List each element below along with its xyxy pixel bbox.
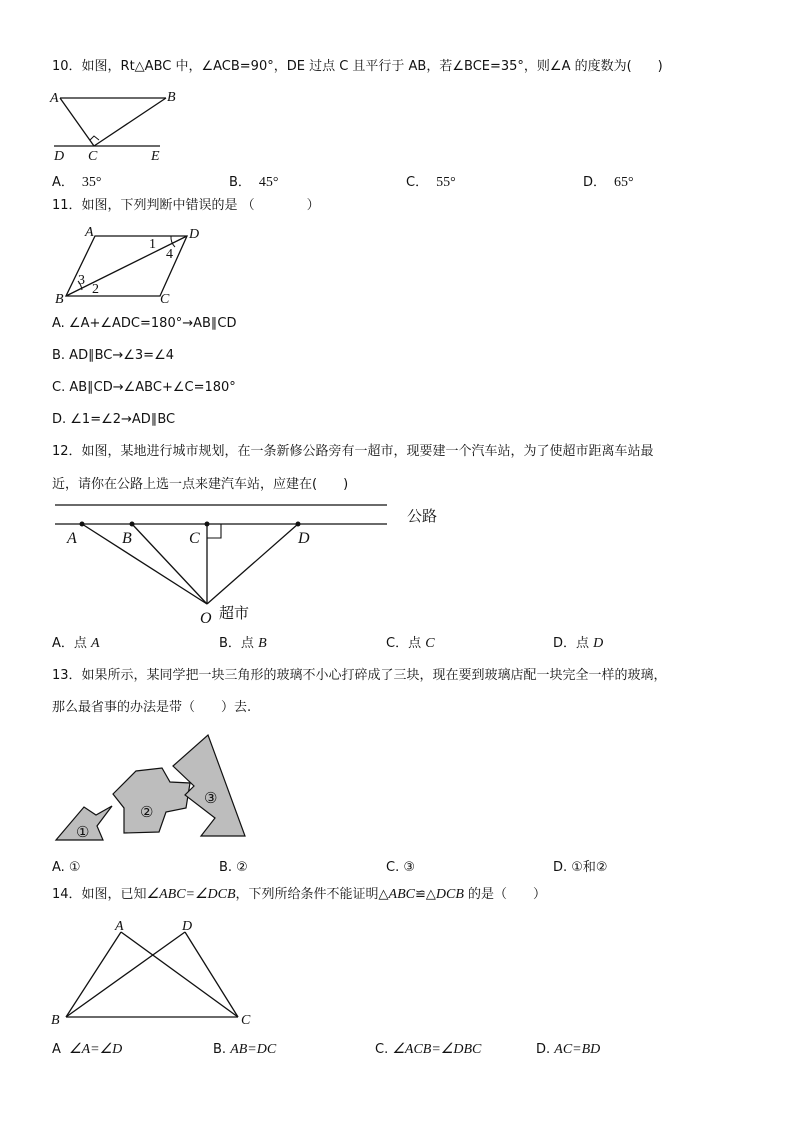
q14-stem: 14．如图，已知∠ABC=∠DCB，下列所给条件不能证明△ABC≌△DCB 的是（ ）	[52, 887, 547, 902]
q11-angle-3: 3	[78, 273, 85, 288]
q10-label-e: E	[151, 149, 160, 164]
q13-stem-line-2: 那么最省事的办法是带（ ）去.	[52, 700, 252, 715]
q11-label-a: A	[85, 225, 94, 240]
q12-option-b[interactable]: B．点 B	[219, 636, 267, 651]
q10-label-c: C	[88, 149, 98, 164]
q14-label-b: B	[51, 1013, 60, 1028]
q13-option-d[interactable]: D. ①和②	[553, 860, 608, 875]
q11-angle-1: 1	[149, 237, 156, 252]
q10-label-d: D	[54, 149, 65, 164]
q12-label-b: B	[122, 530, 132, 547]
q13-option-b[interactable]: B. ②	[219, 860, 248, 875]
q12-label-a: A	[67, 530, 77, 547]
q12-label-d: D	[298, 530, 310, 547]
q11-label-c: C	[160, 292, 170, 307]
q12-label-c: C	[189, 530, 200, 547]
q14-option-d[interactable]: D. AC=BD	[536, 1042, 601, 1057]
q14-option-b[interactable]: B. AB=DC	[213, 1042, 277, 1057]
q14-option-a[interactable]: A ∠A=∠D	[52, 1042, 123, 1057]
q10-option-c[interactable]: C． 55°	[406, 175, 456, 190]
q12-option-a[interactable]: A．点 A	[52, 636, 100, 651]
q11-label-b: B	[55, 292, 64, 307]
q12-stem-line-1: 12．如图，某地进行城市规划，在一条新修公路旁有一超市，现要建一个汽车站，为了使超市距离车站最	[52, 444, 654, 459]
glass-piece-1-label: ①	[76, 825, 90, 841]
q12-road-label: 公路	[407, 507, 438, 525]
q10-option-d[interactable]: D． 65°	[583, 175, 634, 190]
q10-stem: 10．如图，Rt△ABC 中，∠ACB=90°，DE 过点 C 且平行于 AB，若∠BCE=35°，则∠A 的度数为( )	[52, 59, 663, 74]
q11-label-d: D	[189, 227, 200, 242]
q11-option-c[interactable]: C. AB∥CD→∠ABC+∠C=180°	[52, 380, 236, 395]
glass-piece-2-label: ②	[140, 805, 154, 821]
q11-stem: 11．如图，下列判断中错误的是 （ ）	[52, 198, 320, 213]
q10-option-a[interactable]: A． 35°	[52, 175, 102, 190]
q13-option-a[interactable]: A. ①	[52, 860, 81, 875]
glass-piece-3-label: ③	[204, 791, 218, 807]
q10-label-a: A	[50, 91, 59, 106]
q10-label-b: B	[167, 90, 176, 105]
q13-option-c[interactable]: C. ③	[386, 860, 415, 875]
q12-stem-line-2: 近，请你在公路上选一点来建汽车站，应建在( )	[52, 477, 349, 492]
q10-option-b[interactable]: B． 45°	[229, 175, 279, 190]
q11-option-d[interactable]: D. ∠1=∠2→AD∥BC	[52, 412, 176, 427]
q11-angle-4: 4	[166, 247, 173, 262]
q14-label-c: C	[241, 1013, 251, 1028]
q13-stem-line-1: 13．如果所示，某同学把一块三角形的玻璃不小心打碎成了三块，现在要到玻璃店配一块完全一样的玻璃，	[52, 668, 667, 683]
q12-label-o: O	[200, 610, 212, 627]
q12-market-label: 超市	[219, 604, 250, 622]
q11-angle-2: 2	[92, 282, 99, 297]
q14-label-d: D	[182, 919, 193, 934]
q14-label-a: A	[115, 919, 124, 934]
q14-option-c[interactable]: C. ∠ACB=∠DBC	[375, 1042, 482, 1057]
q11-option-a[interactable]: A. ∠A+∠ADC=180°→AB∥CD	[52, 316, 237, 331]
q12-option-c[interactable]: C．点 C	[386, 636, 435, 651]
q11-option-b[interactable]: B. AD∥BC→∠3=∠4	[52, 348, 174, 363]
q12-option-d[interactable]: D．点 D	[553, 636, 604, 651]
